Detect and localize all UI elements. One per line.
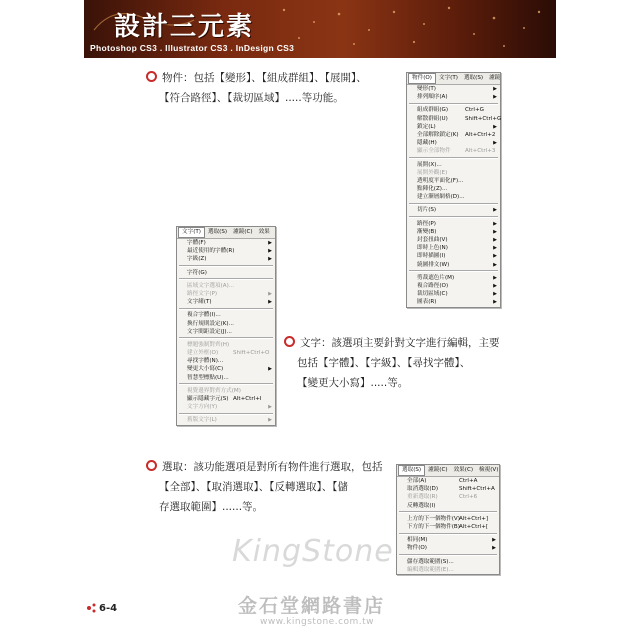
- menu-separator: [399, 533, 497, 535]
- menu-item[interactable]: [397, 536, 499, 544]
- menu-item[interactable]: [397, 523, 499, 531]
- menu-bar: [177, 227, 275, 239]
- submenu-arrow-icon: ▶: [493, 253, 497, 260]
- menu-item-label: 上方的下一個物件(V): [407, 515, 460, 522]
- menu-item[interactable]: [407, 115, 500, 123]
- menu-item-label: 取消選取(D): [407, 486, 439, 493]
- menu-item[interactable]: [407, 177, 500, 185]
- menu-separator: [179, 337, 273, 339]
- menu-item[interactable]: [407, 220, 500, 228]
- menubar-item[interactable]: 檢視(V): [479, 467, 499, 473]
- menu-item-label: 智慧型標點(U)...: [187, 374, 229, 381]
- menu-item-label: 繞圖排文(W): [417, 261, 450, 268]
- menu-item-shortcut: Ctrl+G: [465, 107, 484, 114]
- menu-separator: [399, 554, 497, 556]
- menu-item-label: 即時描圖(I): [417, 253, 446, 260]
- menu-item-label: 排列順序(A): [417, 94, 448, 101]
- menubar-item[interactable]: 選取(S): [463, 75, 484, 81]
- menu-item[interactable]: [407, 206, 500, 214]
- menu-item[interactable]: [177, 239, 275, 247]
- menu-item-label: 相同(M): [407, 537, 428, 544]
- submenu-arrow-icon: ▶: [268, 290, 272, 297]
- menubar-item[interactable]: 文字(T): [178, 227, 205, 238]
- watermark-logo: KingStone: [232, 534, 394, 569]
- menubar-item[interactable]: 濾鏡(C): [233, 229, 253, 235]
- menu-item: [407, 169, 500, 177]
- menu-item-label: 顯示全部物件: [417, 148, 451, 155]
- menu-item[interactable]: [407, 298, 500, 306]
- paragraph-line: 【符合路徑】、【裁切區域】.....等功能。: [159, 92, 344, 104]
- menu-item-shortcut: Alt+Ctrl+2: [465, 131, 496, 138]
- menu-item-label: 反轉選取(I): [407, 502, 436, 509]
- menubar-item[interactable]: 濾鏡(C): [428, 467, 448, 473]
- menubar-item[interactable]: 效果: [258, 229, 270, 235]
- menu-item-label: 鎖定(L): [417, 123, 436, 130]
- menu-items: [397, 477, 499, 574]
- menu-item-label: 變更大小寫(C): [187, 366, 224, 373]
- menu-item-label: 路徑(P): [417, 220, 436, 227]
- menu-item-label: 顯示隱藏字元(S): [187, 396, 229, 402]
- menu-items: [177, 239, 275, 425]
- banner-subtitle: Photoshop CS3 . Illustrator CS3 . InDesign CS3: [90, 43, 295, 53]
- bullet-icon: [146, 71, 157, 82]
- menu-item-shortcut: Ctrl+A: [459, 478, 478, 484]
- menu-item[interactable]: [397, 515, 499, 523]
- menu-separator: [409, 203, 498, 205]
- header-banner: [84, 0, 556, 58]
- menu-item[interactable]: [407, 106, 500, 114]
- menu-item[interactable]: [407, 161, 500, 169]
- watermark-name: 金石堂網路書店: [238, 595, 386, 617]
- menu-item-label: 變形(T): [417, 86, 436, 92]
- bullet-icon: [284, 336, 295, 347]
- menu-item-label: 最近使用的字體(R): [187, 248, 235, 255]
- menu-separator: [179, 278, 273, 280]
- menu-item-label: 複合字體(I)...: [187, 312, 221, 319]
- menu-separator: [179, 413, 273, 415]
- menu-item[interactable]: [397, 544, 499, 552]
- submenu-arrow-icon: ▶: [493, 237, 497, 243]
- menu-item-label: 字符(G): [187, 269, 207, 276]
- menu-item[interactable]: [177, 247, 275, 255]
- submenu-arrow-icon: ▶: [493, 282, 497, 289]
- menu-item[interactable]: [407, 228, 500, 236]
- submenu-arrow-icon: ▶: [493, 245, 497, 252]
- submenu-arrow-icon: ▶: [268, 417, 272, 424]
- menu-item[interactable]: [177, 365, 275, 373]
- menu-item-shortcut: Alt+Ctrl+3: [465, 148, 496, 155]
- paragraph-object: [146, 68, 367, 108]
- page-dots-icon: [86, 602, 98, 614]
- menubar-item[interactable]: 物件(O): [408, 73, 436, 84]
- menu-separator: [399, 511, 497, 513]
- menu-item-label: 全部(A): [407, 478, 427, 484]
- menu-item-label: 點陣化(Z)...: [417, 186, 448, 193]
- menu-item-label: 切片(S): [417, 207, 437, 214]
- menu-item-label: 文字間距設定(J)...: [187, 328, 232, 335]
- menu-item-label: 剪裁遮色片(M): [417, 274, 455, 281]
- paragraph-line: 【變更大小寫】.....等。: [297, 377, 409, 389]
- menu-separator: [179, 383, 273, 385]
- menu-item-label: 換行規則設定(K)...: [187, 320, 234, 327]
- menu-item[interactable]: [177, 395, 275, 403]
- menu-item-label: 透明度平面化(F)...: [417, 177, 464, 184]
- submenu-arrow-icon: ▶: [493, 86, 497, 92]
- menu-item[interactable]: [177, 298, 275, 306]
- menu-separator: [409, 270, 498, 272]
- paragraph-line: 物件：包括【變形】、【組成群組】、【展開】、: [146, 68, 367, 88]
- menu-item-label: 視覺邊界對齊方式(M): [187, 387, 241, 394]
- submenu-arrow-icon: ▶: [492, 537, 496, 544]
- menu-item-label: 建立外框(O): [187, 350, 219, 357]
- menu-item-label: 區域文字選項(A)...: [187, 282, 235, 289]
- menu-item-shortcut: Alt+Ctrl+I: [233, 396, 262, 402]
- submenu-arrow-icon: ▶: [493, 274, 497, 281]
- menu-item-label: 隱藏(H): [417, 140, 437, 147]
- menu-item[interactable]: [407, 252, 500, 260]
- menu-item[interactable]: [407, 193, 500, 201]
- menu-item-label: 字級(Z): [187, 256, 207, 263]
- menu-item-shortcut: Shift+Ctrl+A: [459, 486, 495, 493]
- menu-item[interactable]: [177, 269, 275, 277]
- menu-item[interactable]: [407, 93, 500, 101]
- menu-item[interactable]: [407, 85, 500, 93]
- submenu-arrow-icon: ▶: [493, 220, 497, 227]
- menu-bar: [397, 465, 499, 477]
- paragraph-text: [284, 333, 500, 393]
- menu-item[interactable]: [397, 558, 499, 566]
- menu-item: [177, 416, 275, 424]
- menu-item-label: 解散群組(U): [417, 115, 448, 122]
- menu-item[interactable]: [407, 123, 500, 131]
- menu-item-label: 尋找字體(N)...: [187, 358, 224, 365]
- paragraph-line: 文字：該選項主要針對文字進行編輯，主要: [284, 333, 500, 353]
- menu-item-shortcut: Shift+Ctrl+O: [233, 350, 270, 357]
- menu-item[interactable]: [177, 374, 275, 382]
- submenu-arrow-icon: ▶: [493, 140, 497, 147]
- menu-item-shortcut: Alt+Ctrl+[: [459, 523, 489, 530]
- paragraph-line: 包括【字體】、【字級】、【尋找字體】、: [297, 357, 471, 369]
- menu-item[interactable]: [407, 261, 500, 269]
- paragraph-line: 【全部】、【取消選取】、【反轉選取】、【儲: [159, 481, 348, 493]
- page-number: 6-4: [99, 603, 118, 614]
- submenu-arrow-icon: ▶: [493, 299, 497, 306]
- menu-separator: [179, 308, 273, 310]
- menu-item: [397, 566, 499, 574]
- submenu-arrow-icon: ▶: [492, 545, 496, 552]
- paragraph-line: 選取：該功能選項是對所有物件進行選取，包括: [146, 457, 383, 477]
- submenu-arrow-icon: ▶: [268, 256, 272, 263]
- menu-item-shortcut: Ctrl+6: [459, 494, 478, 501]
- submenu-arrow-icon: ▶: [493, 207, 497, 214]
- submenu-arrow-icon: ▶: [268, 248, 272, 255]
- submenu-arrow-icon: ▶: [268, 366, 272, 373]
- watermark-url: www.kingstone.com.tw: [260, 617, 375, 627]
- menu-item[interactable]: [177, 357, 275, 365]
- select-menu[interactable]: [396, 464, 500, 575]
- menu-item-label: 下方的下一個物件(B): [407, 523, 460, 530]
- menubar-item[interactable]: 文字(T): [438, 75, 458, 81]
- menu-item-label: 建立漸層網格(D)...: [417, 194, 465, 201]
- menu-item: [177, 387, 275, 395]
- menu-item[interactable]: [177, 311, 275, 319]
- menu-item-label: 展開外觀(E): [417, 169, 448, 176]
- menu-item-label: 編輯選取範圍(E)...: [407, 566, 454, 573]
- menu-item-label: 文字緒(T): [187, 299, 212, 306]
- menu-item-label: 即時上色(N): [417, 245, 448, 252]
- menu-item-label: 全部解除鎖定(K): [417, 131, 459, 138]
- menu-item: [177, 349, 275, 357]
- menu-item[interactable]: [177, 255, 275, 263]
- text-menu[interactable]: [176, 226, 276, 426]
- submenu-arrow-icon: ▶: [493, 94, 497, 101]
- bullet-icon: [146, 460, 157, 471]
- menu-item[interactable]: [407, 185, 500, 193]
- menu-item[interactable]: [407, 290, 500, 298]
- submenu-arrow-icon: ▶: [268, 240, 272, 246]
- object-menu[interactable]: [406, 72, 501, 308]
- menu-bar: [407, 73, 500, 85]
- menu-item-label: 儲存選取範圍(S)...: [407, 558, 454, 565]
- menu-item-label: 複合路徑(O): [417, 282, 449, 289]
- menu-item-label: 文字方向(Y): [187, 404, 218, 411]
- menu-item[interactable]: [177, 320, 275, 328]
- menu-separator: [409, 157, 498, 159]
- menu-separator: [179, 265, 273, 267]
- submenu-arrow-icon: ▶: [493, 291, 497, 298]
- menu-item: [397, 493, 499, 501]
- menu-item-label: 圖表(R): [417, 299, 437, 306]
- paragraph-line: 存選取範圍】......等。: [159, 501, 264, 513]
- menu-item-shortcut: Shift+Ctrl+G: [465, 115, 502, 122]
- menu-item[interactable]: [177, 328, 275, 336]
- menu-item-shortcut: Alt+Ctrl+]: [459, 515, 489, 522]
- menu-item[interactable]: [407, 282, 500, 290]
- submenu-arrow-icon: ▶: [493, 261, 497, 268]
- menu-item-label: 裁切區域(C): [417, 291, 448, 298]
- menu-separator: [409, 216, 498, 218]
- menu-item: [177, 403, 275, 411]
- menu-item[interactable]: [397, 485, 499, 493]
- submenu-arrow-icon: ▶: [493, 123, 497, 130]
- menu-separator: [409, 103, 498, 105]
- menu-item: [407, 147, 500, 155]
- menu-item[interactable]: [407, 139, 500, 147]
- menu-item[interactable]: [407, 236, 500, 244]
- menu-item[interactable]: [397, 477, 499, 485]
- submenu-arrow-icon: ▶: [493, 228, 497, 235]
- menu-item[interactable]: [407, 131, 500, 139]
- menu-item-label: 組成群組(G): [417, 107, 449, 114]
- paragraph-select: [146, 457, 383, 517]
- menu-item[interactable]: [407, 244, 500, 252]
- submenu-arrow-icon: ▶: [268, 299, 272, 306]
- menu-item-label: 路徑文字(P): [187, 290, 218, 297]
- menubar-item[interactable]: 效果(C): [453, 467, 474, 473]
- menu-item[interactable]: [397, 502, 499, 510]
- banner-title: 設計三元素: [114, 12, 255, 42]
- menu-item-label: 展開(X)...: [417, 161, 442, 168]
- menubar-item[interactable]: 選取(S): [398, 465, 425, 476]
- menu-item: [177, 282, 275, 290]
- submenu-arrow-icon: ▶: [268, 404, 272, 411]
- menu-item-label: 漸變(B): [417, 228, 437, 235]
- menu-item-label: 標題強制對齊(H): [187, 341, 230, 348]
- menu-item-label: 重新選取(R): [407, 494, 438, 501]
- menubar-item[interactable]: 濾鏡: [489, 75, 501, 81]
- menu-items: [407, 85, 500, 307]
- menubar-item[interactable]: 選取(S): [207, 229, 228, 235]
- menu-item[interactable]: [407, 274, 500, 282]
- menu-item: [177, 341, 275, 349]
- menu-item-label: 封套扭曲(V): [417, 237, 448, 243]
- menu-item: [177, 290, 275, 298]
- menu-item-label: 字體(F): [187, 240, 206, 246]
- menu-item-label: 舊版文字(L): [187, 417, 217, 424]
- menu-item-label: 物件(O): [407, 545, 427, 552]
